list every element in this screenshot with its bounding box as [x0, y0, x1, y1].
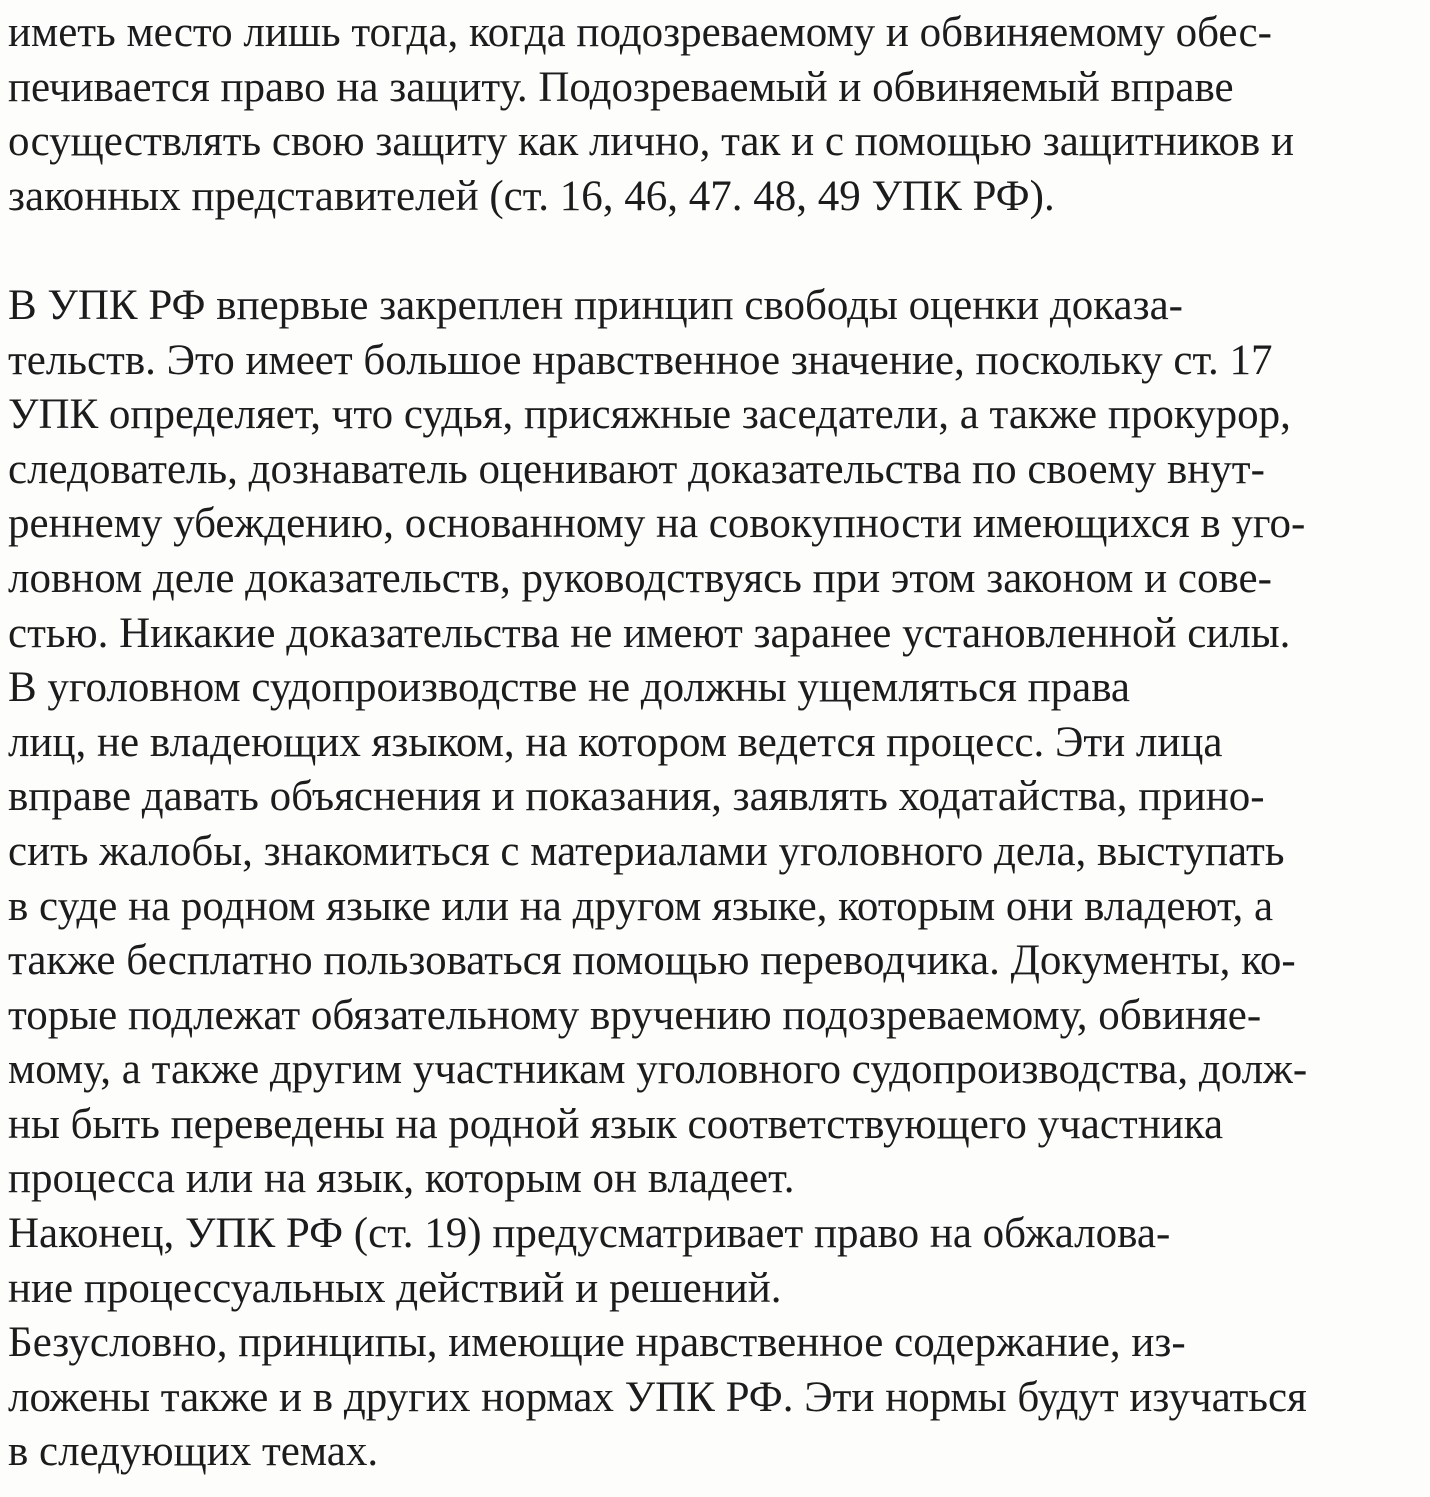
text-line: вправе давать объяснения и показания, заявлять ходатайства, прино-	[8, 773, 1265, 821]
text-line: тельств. Это имеет большое нравственное значение, поскольку ст. 17	[8, 336, 1273, 384]
text-line: мому, а также другим участникам уголовного судопроизводства, долж-	[8, 1046, 1308, 1094]
text-line: реннему убеждению, основанному на совокупности имеющихся в уго-	[8, 500, 1306, 548]
text-line: торые подлежат обязательному вручению подозреваемому, обвиняе-	[8, 991, 1262, 1039]
page-text	[8, 6, 1430, 1480]
text-line: в суде на родном языке или на другом языке, которым они владеют, а	[8, 882, 1274, 930]
paragraph-2	[8, 279, 1430, 1480]
text-line: ны быть переведены на родной язык соответствующего участника	[8, 1100, 1224, 1148]
text-line: печивается право на защиту. Подозреваемый и обвиняемый вправе	[8, 63, 1234, 111]
text-line: следователь, дознаватель оценивают доказательства по своему внут-	[8, 445, 1265, 493]
text-line: процесса или на язык, которым он владеет.	[8, 1155, 795, 1203]
text-line: сить жалобы, знакомиться с материалами уголовного дела, выступать	[8, 827, 1285, 875]
text-line: ние процессуальных действий и решений.	[8, 1264, 782, 1312]
text-line: Наконец, УПК РФ (ст. 19) предусматривает право на обжалова-	[8, 1210, 1171, 1258]
text-line: В уголовном судопроизводстве не должны ущемляться права	[8, 664, 1131, 712]
text-line: также бесплатно пользоваться помощью переводчика. Документы, ко-	[8, 937, 1296, 985]
text-line: В УПК РФ впервые закреплен принцип свободы оценки доказа-	[8, 281, 1183, 329]
text-line: УПК определяет, что судья, присяжные заседатели, а также прокурор,	[8, 391, 1291, 439]
text-line: Безусловно, принципы, имеющие нравственное содержание, из-	[8, 1319, 1186, 1367]
text-line: ложены также и в других нормах УПК РФ. Эти нормы будут изучаться	[8, 1373, 1307, 1421]
text-line: ловном деле доказательств, руководствуясь при этом законом и сове-	[8, 554, 1272, 602]
text-line: лиц, не владеющих языком, на котором ведется процесс. Эти лица	[8, 718, 1223, 766]
paragraph-1	[8, 6, 1430, 224]
text-line: иметь место лишь тогда, когда подозреваемому и обвиняемому обес-	[8, 9, 1272, 56]
text-line: стью. Никакие доказательства не имеют заранее установленной силы.	[8, 609, 1291, 657]
text-line: законных представителей (ст. 16, 46, 47. 48, 49 УПК РФ).	[8, 172, 1055, 220]
text-line: в следующих темах.	[8, 1428, 379, 1476]
paragraph-gap	[8, 224, 1430, 279]
text-line: осуществлять свою защиту как лично, так и с помощью защитников и	[8, 118, 1294, 166]
